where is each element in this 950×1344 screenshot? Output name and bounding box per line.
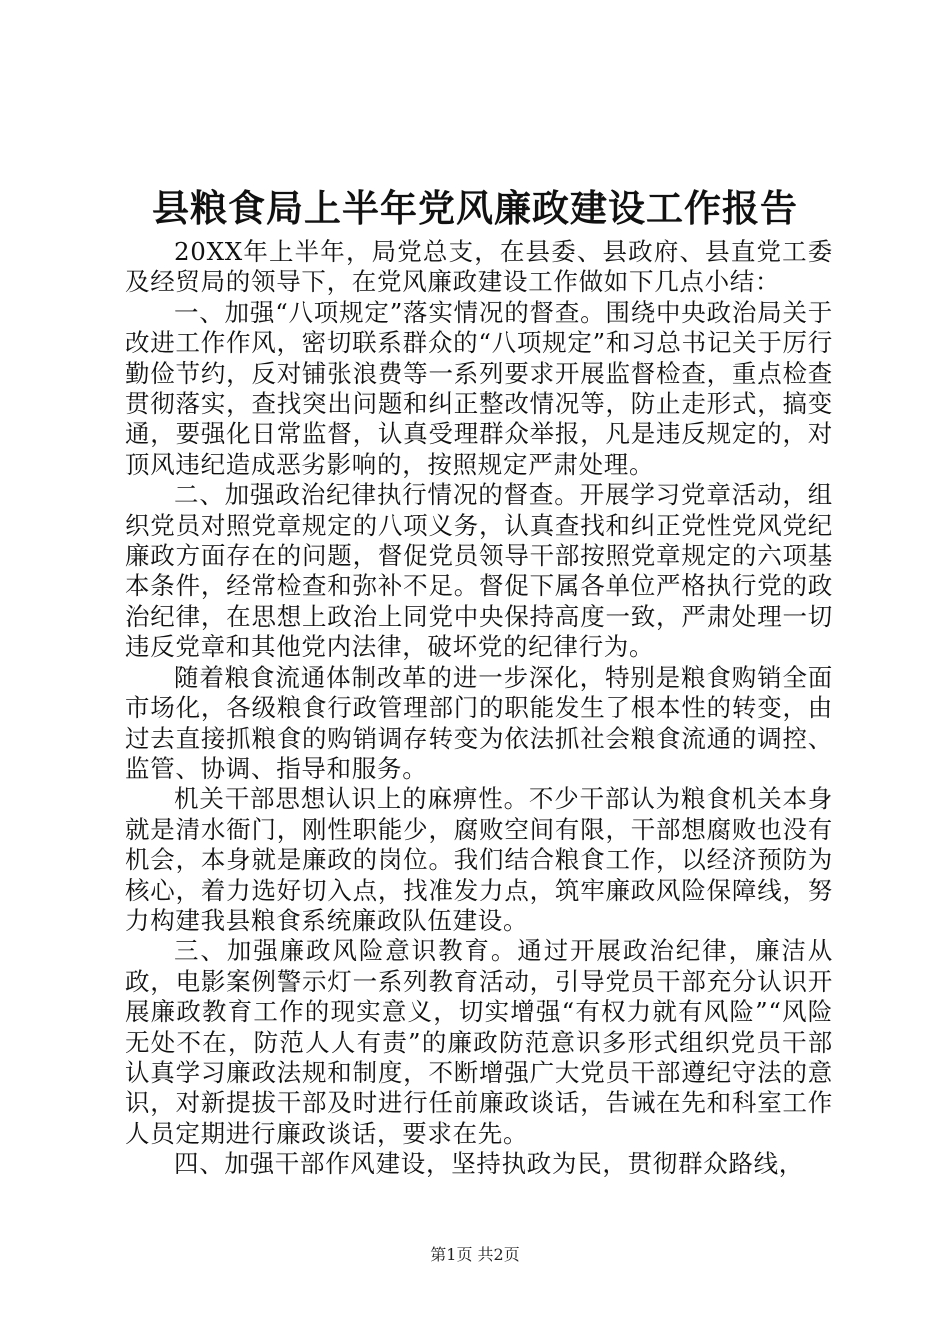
paragraph-intro: 20XX年上半年，局党总支，在县委、县政府、县直党工委及经贸局的领导下，在党风廉政建设工作做如下几点小结： (125, 237, 833, 297)
paragraph-section-2: 二、加强政治纪律执行情况的督查。开展学习党章活动，组织党员对照党章规定的八项义务，认真查找和纠正党性党风党纪廉政方面存在的问题，督促党员领导干部按照党章规定的六项基本条件，经常检查和弥补不足。督促下属各单位严格执行党的政治纪律，在思想上政治上同党中央保持高度一致，严肃处理一切违反党章和其他党内法律，破坏党的纪律行为。 (125, 480, 833, 662)
page-number-footer: 第1页 共2页 (430, 1245, 520, 1264)
document-title: 县粮食局上半年党风廉政建设工作报告 (152, 186, 798, 230)
paragraph-section-1: 一、加强“八项规定”落实情况的督查。围绕中央政治局关于改进工作作风，密切联系群众的“八项规定”和习总书记关于厉行勤俭节约，反对铺张浪费等一系列要求开展监督检查，重点检查贯彻落实，查找突出问题和纠正整改情况等，防止走形式，搞变通，要强化日常监督，认真受理群众举报，凡是违反规定的，对顶风违纪造成恶劣影响的，按照规定严肃处理。 (125, 297, 833, 479)
paragraph-reform: 随着粮食流通体制改革的进一步深化，特别是粮食购销全面市场化，各级粮食行政管理部门的职能发生了根本性的转变，由过去直接抓粮食的购销调存转变为依法抓社会粮食流通的调控、监管、协调、指导和服务。 (125, 662, 833, 783)
document-body (125, 237, 833, 1180)
paragraph-section-3: 三、加强廉政风险意识教育。通过开展政治纪律，廉洁从政，电影案例警示灯一系列教育活动，引导党员干部充分认识开展廉政教育工作的现实意义，切实增强“有权力就有风险”“风险无处不在，防范人人有责”的廉政防范意识多形式组织党员干部认真学习廉政法规和制度，不断增强广大党员干部遵纪守法的意识，对新提拔干部及时进行任前廉政谈话，告诫在先和科室工作人员定期进行廉政谈话，要求在先。 (125, 936, 833, 1148)
paragraph-section-4: 四、加强干部作风建设，坚持执政为民，贯彻群众路线， (174, 1149, 804, 1179)
paragraph-cadre-awareness: 机关干部思想认识上的麻痹性。不少干部认为粮食机关本身就是清水衙门，刚性职能少，腐败空间有限，干部想腐败也没有机会，本身就是廉政的岗位。我们结合粮食工作，以经济预防为核心，着力选好切入点，找准发力点，筑牢廉政风险保障线，努力构建我县粮食系统廉政队伍建设。 (125, 784, 833, 935)
